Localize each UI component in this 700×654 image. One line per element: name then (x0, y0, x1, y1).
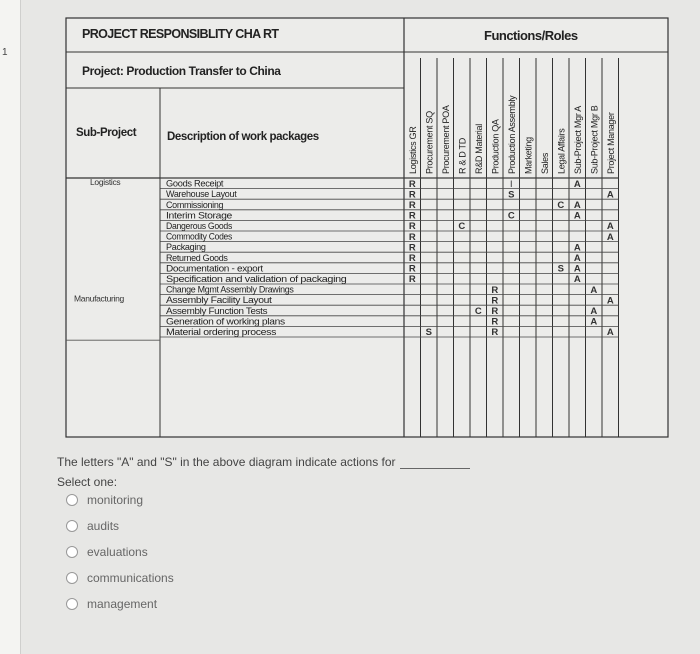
option-label: audits (87, 519, 120, 533)
role-label: R&D Material (473, 124, 484, 174)
option-label: evaluations (87, 545, 148, 559)
radio-button[interactable] (66, 598, 78, 610)
package-description: Commissioning (166, 199, 224, 210)
matrix-cell-s: S (508, 189, 515, 201)
option-label: management (87, 597, 158, 611)
package-description: Warehouse Layout (166, 189, 238, 200)
package-description: Dangerous Goods (166, 221, 233, 231)
role-label: Project Manager (605, 112, 616, 174)
matrix-cell-a: A (606, 327, 614, 339)
page-number: 1 (2, 47, 8, 58)
matrix-cell-r: R (491, 316, 499, 328)
matrix-cell-a: A (606, 189, 614, 201)
matrix-cell-r: R (408, 274, 416, 286)
package-description: Assembly Facility Layout (166, 295, 273, 306)
package-description: Documentation - export (166, 263, 264, 274)
option-evaluations[interactable] (66, 545, 148, 559)
role-label: Marketing (523, 137, 534, 174)
matrix-cell-c: C (458, 221, 466, 233)
package-description: Specification and validation of packaging (166, 274, 347, 284)
matrix-cell-r: R (408, 242, 416, 254)
role-label: R & D TD (457, 138, 468, 174)
matrix-cell-a: A (606, 295, 614, 307)
package-description: Generation of working plans (166, 316, 286, 327)
package-description: Goods Receipt (166, 178, 225, 189)
role-label: Legal Affairs (556, 128, 567, 174)
matrix-cell-c: C (557, 200, 565, 211)
radio-button[interactable] (66, 546, 78, 558)
matrix-cell-r: R (408, 231, 416, 243)
matrix-cell-r: R (408, 200, 416, 211)
matrix-cell-r: R (408, 263, 416, 275)
matrix-cell-a: A (573, 178, 581, 190)
role-label: Procurement POA (440, 105, 451, 174)
option-label: monitoring (87, 493, 144, 507)
matrix-cell-r: R (408, 178, 416, 190)
matrix-cell-a: A (573, 242, 581, 254)
role-label: Sub-Project Mgr A (572, 106, 583, 174)
role-label: Logistics GR (407, 126, 418, 174)
subproject-header: Sub-Project (76, 127, 137, 139)
matrix-cell-r: R (408, 210, 416, 222)
role-label: Production Assembly (506, 95, 517, 174)
matrix-cell-a: A (590, 284, 598, 296)
matrix-cell-s: S (425, 327, 432, 339)
matrix-cell-c: C (474, 306, 482, 317)
answer-blank (400, 456, 470, 469)
matrix-cell-a: A (606, 221, 614, 233)
matrix-cell-marker: I (509, 178, 513, 189)
matrix-cell-r: R (491, 295, 499, 307)
matrix-cell-r: R (491, 306, 499, 317)
package-description: Change Mgmt Assembly Drawings (166, 284, 295, 295)
package-description: Interim Storage (166, 210, 233, 221)
option-management[interactable] (66, 597, 157, 611)
matrix-cell-r: R (408, 221, 416, 233)
matrix-cell-r: R (408, 253, 416, 264)
role-label: Procurement SQ (424, 111, 435, 174)
matrix-cell-a: A (590, 316, 598, 328)
option-monitoring[interactable] (66, 493, 143, 507)
matrix-cell-s: S (557, 263, 564, 275)
radio-button[interactable] (66, 572, 78, 584)
radio-button[interactable] (66, 494, 78, 506)
role-label: Production QA (490, 119, 501, 174)
option-label: communications (87, 571, 174, 585)
question-text: The letters "A" and "S" in the above diagram indicate actions for (57, 455, 470, 469)
chart-frame (66, 18, 668, 437)
description-header: Description of work packages (167, 131, 319, 143)
matrix-cell-a: A (573, 263, 581, 275)
subproject-name: Manufacturing (74, 293, 124, 304)
role-label: Sub-Project Mgr B (589, 105, 600, 174)
matrix-cell-a: A (573, 274, 581, 286)
option-communications[interactable] (66, 571, 174, 585)
chart-title: PROJECT RESPONSIBLITY CHA RT (82, 27, 279, 41)
matrix-cell-r: R (491, 327, 499, 339)
project-label: Project: Production Transfer to China (82, 64, 281, 78)
matrix-cell-a: A (590, 306, 598, 317)
matrix-cell-a: A (573, 253, 581, 264)
package-description: Material ordering process (166, 327, 277, 337)
role-label: Sales (539, 152, 550, 174)
matrix-cell-r: R (491, 284, 499, 296)
package-description: Returned Goods (166, 252, 229, 263)
matrix-cell-c: C (507, 210, 515, 222)
matrix-cell-r: R (408, 189, 416, 201)
matrix-cell-a: A (606, 231, 614, 243)
subproject-name: Logistics (90, 177, 121, 187)
package-description: Packaging (166, 242, 206, 253)
package-description: Assembly Function Tests (166, 305, 269, 316)
matrix-cell-a: A (573, 210, 581, 222)
option-audits[interactable] (66, 519, 119, 533)
matrix-cell-a: A (573, 200, 581, 211)
functions-header: Functions/Roles (484, 28, 578, 43)
radio-button[interactable] (66, 520, 78, 532)
select-one-label: Select one: (57, 475, 118, 489)
package-description: Commodity Codes (166, 231, 233, 242)
